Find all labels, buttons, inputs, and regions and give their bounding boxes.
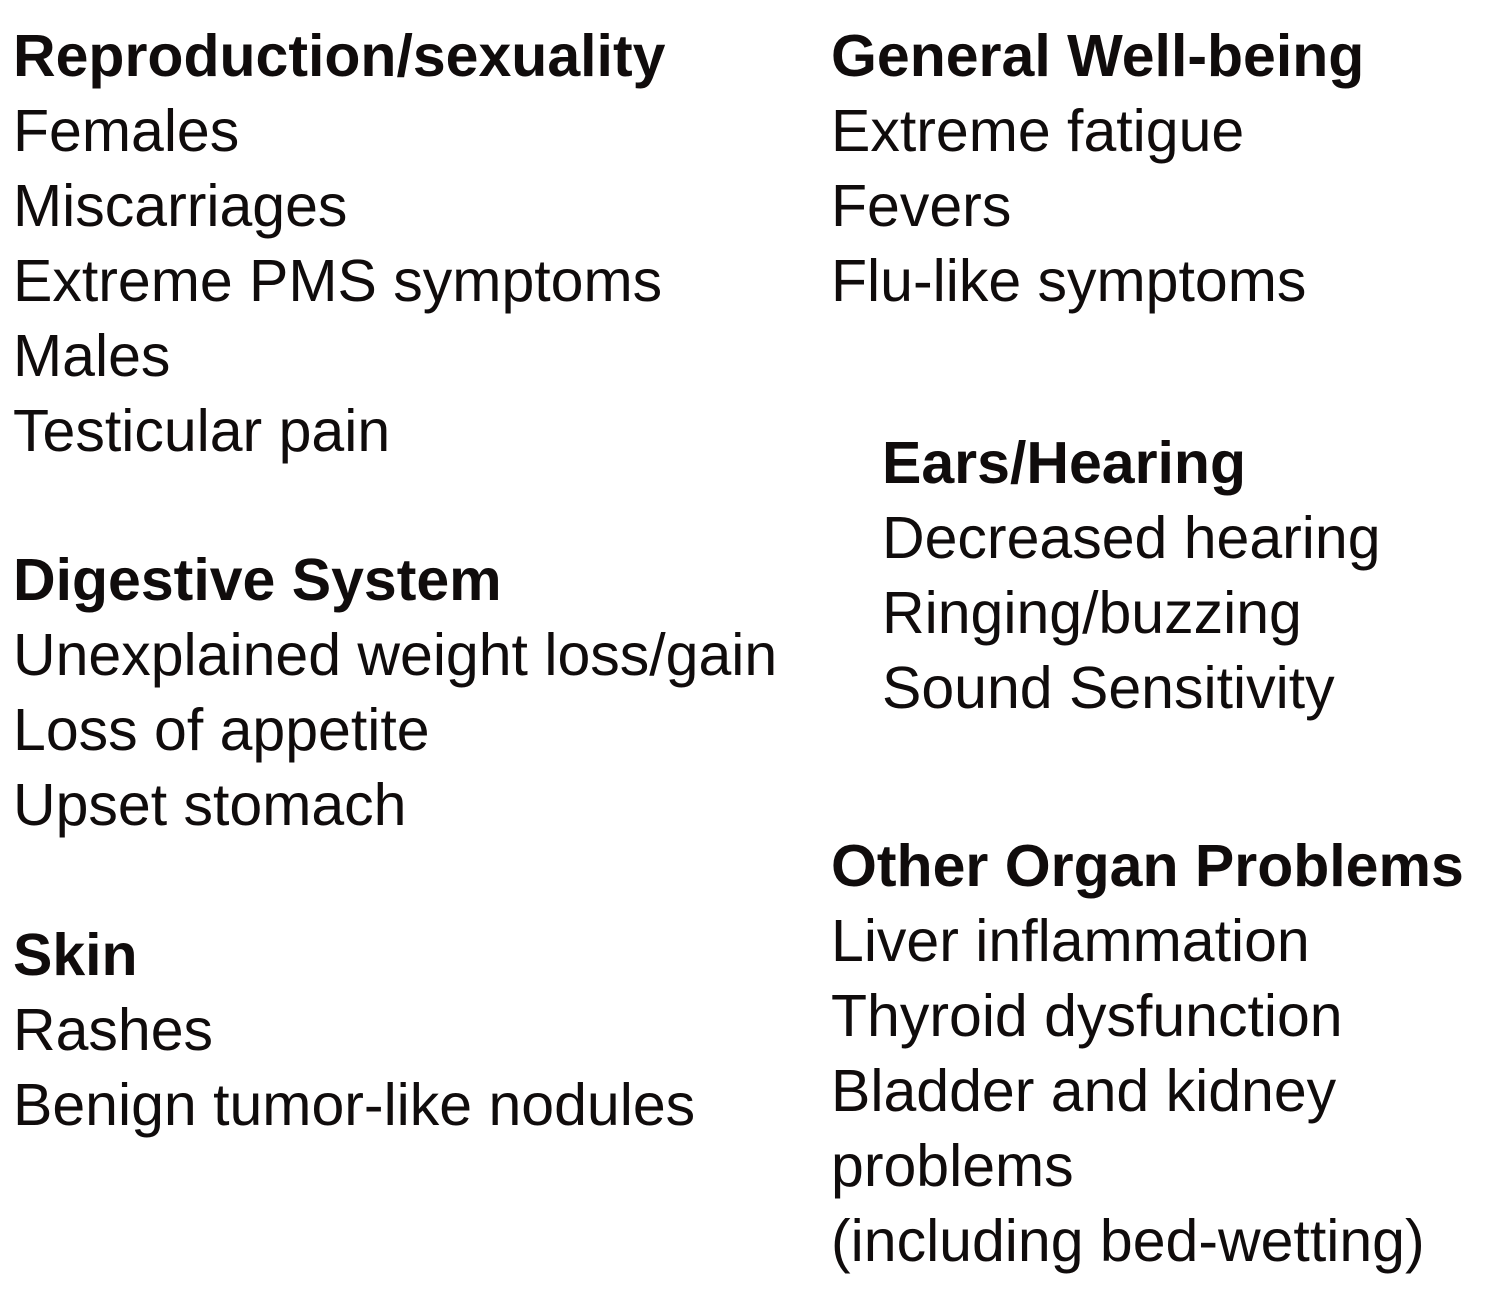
symptom-item: Thyroid dysfunction bbox=[831, 983, 1343, 1049]
section-heading-ears-hearing: Ears/Hearing bbox=[882, 430, 1246, 496]
symptom-item: Miscarriages bbox=[13, 173, 348, 239]
section-heading-skin: Skin bbox=[13, 922, 138, 988]
symptom-item: Loss of appetite bbox=[13, 697, 430, 763]
symptom-item: Ringing/buzzing bbox=[882, 580, 1302, 646]
section-general-wellbeing bbox=[831, 19, 1364, 319]
symptom-item: Females bbox=[13, 98, 240, 164]
symptom-item: Benign tumor-like nodules bbox=[13, 1072, 696, 1138]
symptom-item: (including bed-wetting) bbox=[831, 1208, 1425, 1274]
symptom-item: Rashes bbox=[13, 997, 214, 1063]
section-heading-general-wellbeing: General Well-being bbox=[831, 23, 1365, 89]
symptom-item: Fevers bbox=[831, 173, 1012, 239]
symptom-item: Sound Sensitivity bbox=[882, 655, 1335, 721]
section-ears-hearing bbox=[882, 426, 1381, 726]
section-heading-other-organ-problems: Other Organ Problems bbox=[831, 833, 1464, 899]
section-digestive bbox=[13, 543, 777, 843]
section-skin bbox=[13, 918, 695, 1143]
symptom-item: Bladder and kidney bbox=[831, 1058, 1337, 1124]
symptom-item: Decreased hearing bbox=[882, 505, 1381, 571]
symptom-item: Extreme PMS symptoms bbox=[13, 248, 663, 314]
symptom-item: Unexplained weight loss/gain bbox=[13, 622, 778, 688]
symptom-item: Males bbox=[13, 323, 171, 389]
symptom-item: Liver inflammation bbox=[831, 908, 1310, 974]
symptom-item: problems bbox=[831, 1133, 1074, 1199]
symptom-item: Upset stomach bbox=[13, 772, 407, 838]
symptom-item: Testicular pain bbox=[13, 398, 391, 464]
symptom-item: Extreme fatigue bbox=[831, 98, 1245, 164]
section-other-organ-problems bbox=[831, 829, 1464, 1279]
section-reproduction bbox=[13, 19, 665, 469]
section-heading-digestive: Digestive System bbox=[13, 547, 502, 613]
symptom-item: Flu-like symptoms bbox=[831, 248, 1307, 314]
section-heading-reproduction: Reproduction/sexuality bbox=[13, 23, 666, 89]
